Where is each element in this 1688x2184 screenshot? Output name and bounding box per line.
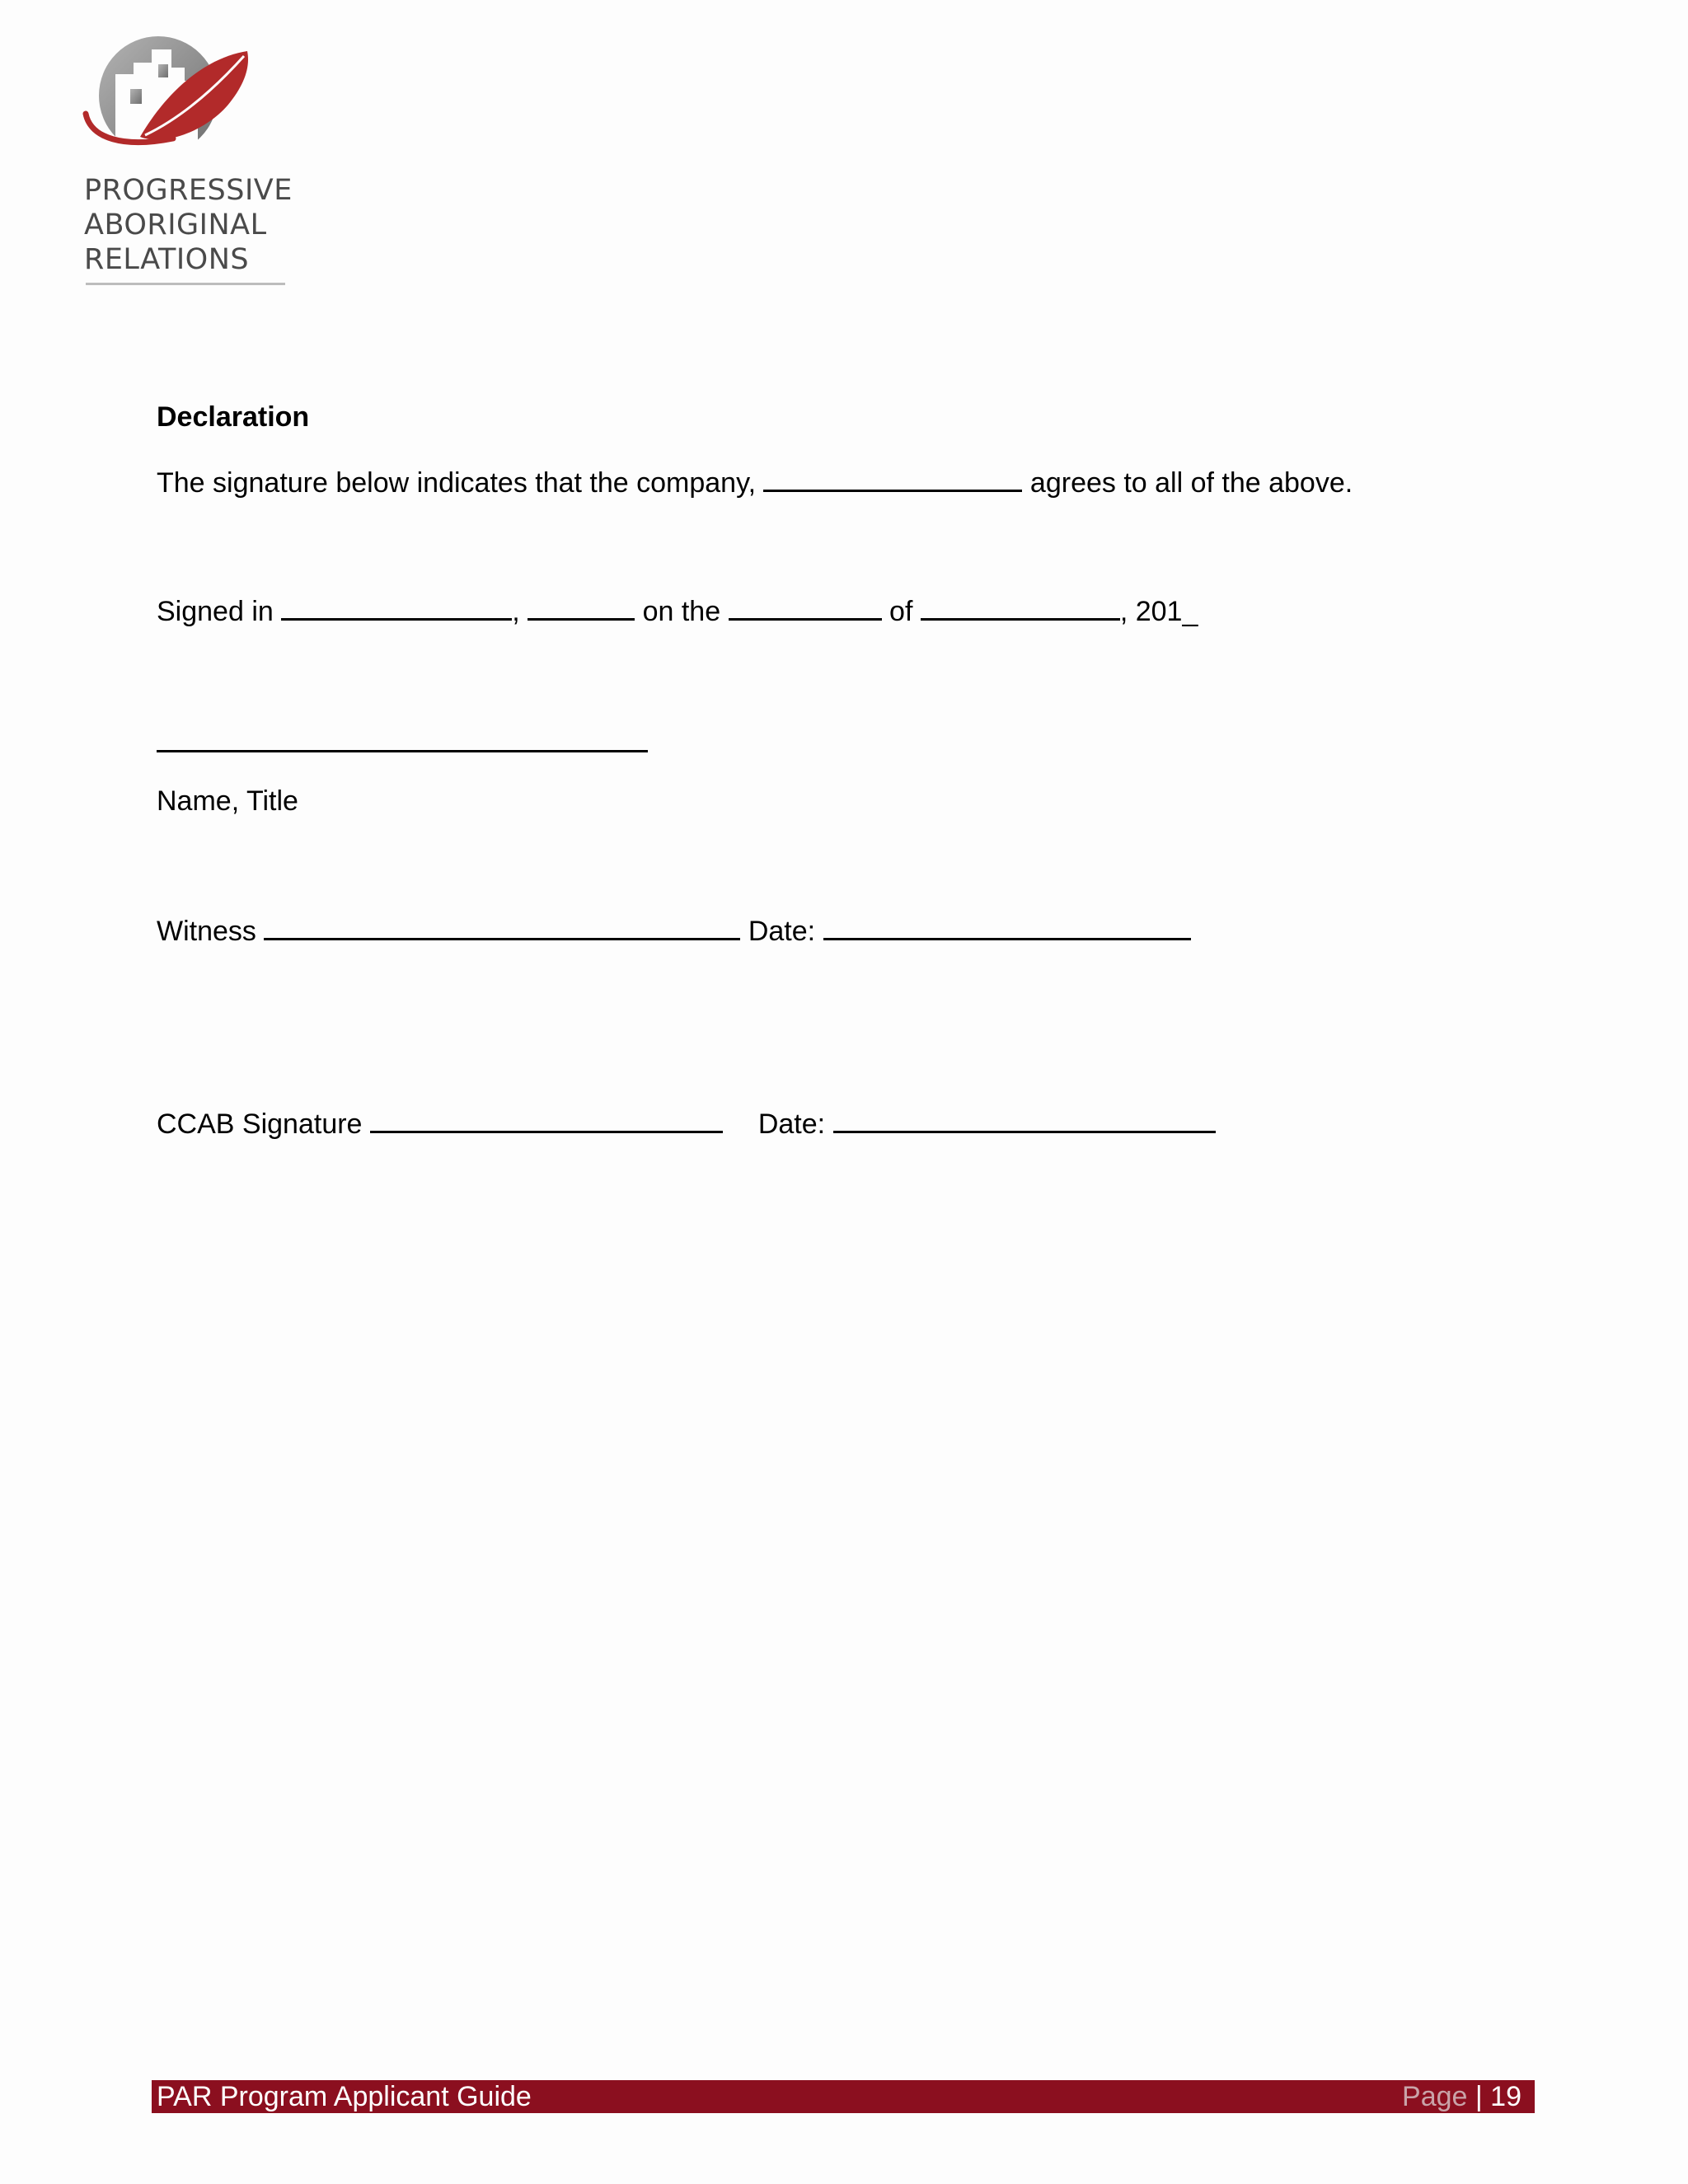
witness-date-label: Date:: [748, 916, 816, 947]
company-statement: [157, 465, 1353, 499]
statement-before: The signature below indicates that the company,: [157, 467, 757, 499]
name-title-blank[interactable]: [157, 725, 648, 752]
company-name-blank[interactable]: [763, 465, 1022, 492]
logo-line-2: ABORIGINAL: [84, 209, 267, 241]
name-title-signature-line: [157, 725, 648, 760]
declaration-heading: Declaration: [157, 401, 310, 433]
footer-page-word: Page: [1402, 2081, 1468, 2112]
witness-blank[interactable]: [264, 913, 740, 940]
logo-line-1: PROGRESSIVE: [84, 174, 293, 207]
month-blank[interactable]: [921, 593, 1120, 621]
logo-underline: [86, 283, 285, 285]
province-blank[interactable]: [528, 593, 635, 621]
of-label: of: [889, 596, 913, 627]
footer-page-value: 19: [1490, 2081, 1522, 2112]
footer-title: PAR Program Applicant Guide: [157, 2081, 532, 2112]
ccab-date-label: Date:: [757, 1108, 826, 1140]
logo: [82, 31, 297, 295]
day-blank[interactable]: [729, 593, 882, 621]
logo-line-3: RELATIONS: [84, 243, 250, 276]
year-text: , 201_: [1119, 596, 1198, 627]
ccab-label: CCAB Signature: [157, 1108, 363, 1140]
statement-after: agrees to all of the above.: [1029, 467, 1353, 499]
ccab-signature-blank[interactable]: [370, 1106, 723, 1133]
page-footer: [152, 2080, 1535, 2113]
ccab-line: [157, 1106, 1216, 1141]
signed-in-line: [157, 593, 1198, 628]
on-the-label: on the: [642, 596, 721, 627]
signed-in-label: Signed in: [157, 596, 274, 627]
city-blank[interactable]: [281, 593, 512, 621]
logo-wordmark: [84, 173, 293, 277]
witness-label: Witness: [157, 916, 256, 947]
footer-separator: |: [1475, 2081, 1483, 2112]
name-title-label: Name, Title: [157, 785, 298, 817]
witness-date-blank[interactable]: [823, 913, 1191, 940]
comma: ,: [512, 596, 520, 627]
witness-line: [157, 913, 1191, 948]
logo-emblem: [82, 31, 256, 171]
footer-page-number: [1402, 2080, 1522, 2113]
ccab-date-blank[interactable]: [833, 1106, 1216, 1133]
